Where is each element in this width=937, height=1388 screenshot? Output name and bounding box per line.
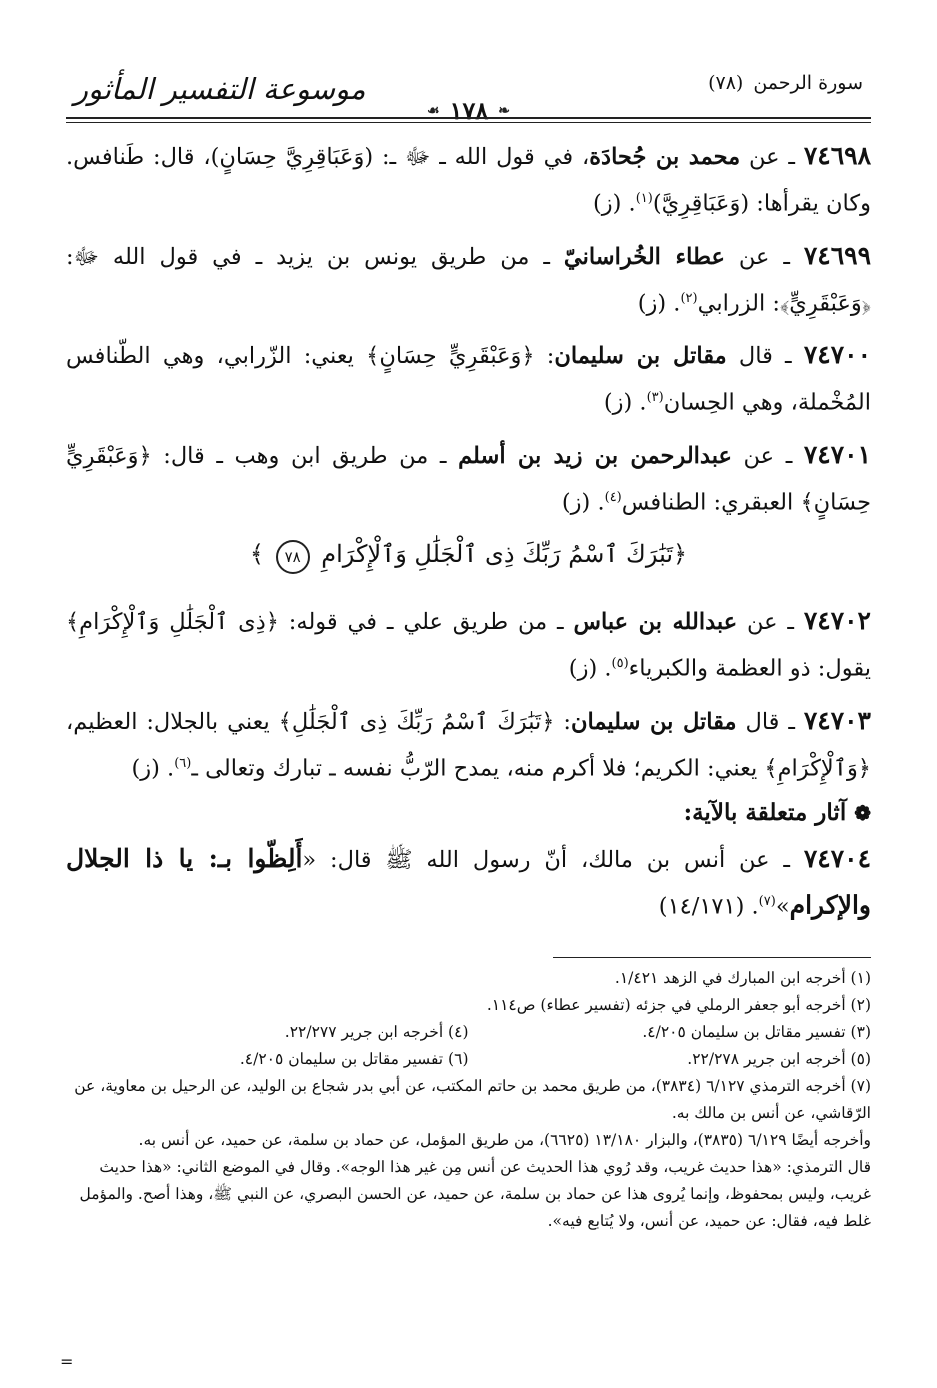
ornament-icon: ❧ bbox=[498, 102, 510, 119]
footnote-row bbox=[66, 1046, 871, 1073]
verse-close-bracket: ﴾ bbox=[249, 540, 264, 568]
entry-text: . (ز) bbox=[592, 190, 636, 217]
entry-text: . (ز) bbox=[131, 755, 175, 781]
entry-number: ٧٤٧٠٠ bbox=[803, 340, 871, 369]
entry-text: » bbox=[775, 893, 790, 920]
entry-74704 bbox=[66, 838, 871, 928]
entry-74701 bbox=[66, 434, 871, 524]
entry-text: : ﴿وَعَبْقَرِيٍّ حِسَانٍ﴾ يعني: الزّرابي، وهي الطّنافس المُخْملة، وهي الحِسان bbox=[66, 343, 871, 416]
entry-text: ـ من طريق علي ـ في قوله: ﴿ذِى ٱلْجَلَٰلِ وَٱلْإِكْرَامِ﴾ يقول: ذو العظمة والكبرياء bbox=[66, 609, 871, 682]
narrator-name: مقاتل بن سليمان bbox=[570, 708, 737, 735]
footnote-ref[interactable]: (٧) bbox=[758, 894, 776, 909]
header-rule bbox=[66, 117, 871, 119]
narrator-name: محمد بن جُحادَة bbox=[589, 144, 741, 170]
surah-label bbox=[708, 72, 863, 94]
continuation-mark: = bbox=[60, 1352, 74, 1371]
entry-text: . (ز) bbox=[561, 489, 605, 515]
main-text-2 bbox=[66, 600, 871, 938]
star-ornament-icon: ❁ bbox=[854, 801, 871, 825]
footnote-ref[interactable]: (٣) bbox=[646, 390, 664, 405]
footnote-1: (١) أخرجه ابن المبارك في الزهد ١/٤٢١. bbox=[614, 969, 871, 987]
header-rule-thin bbox=[66, 122, 871, 123]
entry-text: . (ز) bbox=[637, 290, 681, 316]
page-header bbox=[66, 58, 871, 125]
entry-text: ـ عن bbox=[737, 609, 804, 635]
entry-74699 bbox=[66, 235, 871, 325]
surah-number: (٧٨) bbox=[708, 72, 744, 94]
entry-74703 bbox=[66, 700, 871, 790]
entry-text: . (ز) bbox=[603, 389, 647, 416]
entry-text: ـ عن bbox=[731, 442, 804, 469]
entry-text: ، في قول الله ـ ﷻ ـ: (وَعَبَاقِرِيَّ حِسَانٍ)، قال: طَنافس. وكان يقرأها: (وَعَبَاقِرِيَّ) bbox=[66, 144, 871, 217]
narrator-name: عطاء الخُراسانيّ bbox=[563, 243, 725, 270]
entry-74698 bbox=[66, 135, 871, 225]
footnote-3: (٣) تفسير مقاتل بن سليمان ٤/٢٠٥. bbox=[642, 1023, 871, 1041]
page-number-block bbox=[427, 96, 510, 125]
footnote-ref[interactable]: (٦) bbox=[174, 755, 192, 771]
entry-text: ـ قال bbox=[726, 343, 804, 369]
quran-verse bbox=[66, 540, 871, 574]
entry-number: ٧٤٧٠٣ bbox=[803, 705, 871, 735]
narrator-name: مقاتل بن سليمان bbox=[554, 343, 727, 369]
footnotes bbox=[66, 965, 871, 1235]
verse-text: ﴿تَبَٰرَكَ ٱسْمُ رَبِّكَ ذِى ٱلْجَلَٰلِ وَٱلْإِكْرَامِ bbox=[321, 540, 688, 568]
verse-number-badge: ٧٨ bbox=[276, 540, 310, 574]
surah-name: سورة الرحمن bbox=[753, 72, 863, 94]
page-number: ١٧٨ bbox=[449, 96, 489, 125]
footnote-ref[interactable]: (٥) bbox=[611, 656, 629, 671]
footnote-7: (٧) أخرجه الترمذي ٦/١٢٧ (٣٨٣٤)، من طريق محمد بن حاتم المكتب، عن أبي بدر شجاع بن الوليد، عن الرحيل بن معاوية، عن الرّقاشي، عن أنس بن مالك به. bbox=[74, 1077, 871, 1122]
footnote-ref[interactable]: (٤) bbox=[604, 489, 622, 505]
footnote-6: (٦) تفسير مقاتل بن سليمان ٤/٢٠٥. bbox=[239, 1050, 469, 1068]
narrator-name: عبدالله بن عباس bbox=[573, 609, 738, 635]
entry-text: : ﴿تَبَٰرَكَ ٱسْمُ رَبِّكَ ذِى ٱلْجَلَٰلِ﴾ يعني بالجلال: العظيم، ﴿وَٱلْإِكْرَامِ﴾ يعني: الكريم؛ فلا أكرم منه، يمدح الرّبُّ نفسه ـ تبارك وتعالى ـ bbox=[66, 708, 871, 781]
footnote-ref[interactable]: (٢) bbox=[680, 290, 698, 306]
entry-number: ٧٤٦٩٨ bbox=[803, 141, 871, 170]
entry-number: ٧٤٦٩٩ bbox=[803, 240, 871, 270]
narrator-name: عبدالرحمن بن زيد بن أسلم bbox=[458, 442, 732, 469]
footnote-separator bbox=[553, 957, 871, 958]
entry-number: ٧٤٧٠١ bbox=[803, 439, 872, 469]
footnote-ref[interactable]: (١) bbox=[635, 191, 653, 206]
entry-text: ـ من طريق ابن وهب ـ قال: ﴿وَعَبْقَرِيٍّ حِسَانٍ﴾ العبقري: الطنافس bbox=[66, 442, 871, 515]
entry-text: . (١٤/١٧١) bbox=[658, 893, 759, 920]
entry-number: ٧٤٧٠٤ bbox=[803, 844, 871, 873]
footnote-4: (٤) أخرجه ابن جرير ٢٢/٢٧٧. bbox=[284, 1023, 469, 1041]
footnote-row bbox=[66, 1019, 871, 1046]
entry-text: . (ز) bbox=[568, 655, 612, 682]
entry-text: ـ عن bbox=[724, 243, 804, 270]
entry-text: ـ عن bbox=[740, 144, 804, 170]
entry-74700 bbox=[66, 334, 871, 424]
footnote-7-note: قال الترمذي: «هذا حديث غريب، وقد رُوي هذا الحديث عن أنس مِن غير هذا الوجه». وقال في الموضع الثاني: «هذا حديث غريب، وليس بمحفوظ، وإنما يُروى هذا عن حماد بن سلمة، عن حميد، عن الحسن البصري، عن النبي ﷺ، وهذا أصح. والمؤمل غلط فيه، فقال: عن حميد، عن أنس، ولا يُتابع فيه». bbox=[79, 1158, 871, 1230]
ornament-icon: ☙ bbox=[427, 102, 440, 119]
footnote-2: (٢) أخرجه أبو جعفر الرملي في جزئه (تفسير عطاء) ص١١٤. bbox=[486, 996, 871, 1014]
entry-74702 bbox=[66, 600, 871, 690]
main-text bbox=[66, 135, 871, 533]
entry-number: ٧٤٧٠٢ bbox=[803, 606, 871, 635]
section-heading bbox=[66, 799, 871, 826]
entry-text: ـ قال bbox=[736, 708, 804, 735]
footnote-7-cont: وأخرجه أيضًا ٦/١٢٩ (٣٨٣٥)، والبزار ١٣/١٨٠ (٦٦٢٥)، من طريق المؤمل، عن حماد بن سلمة، عن حميد، عن أنس به. bbox=[138, 1131, 871, 1149]
hadith-text: أَلِظّوا بـ: يا ذا الجلال والإكرام bbox=[66, 844, 871, 920]
section-heading-text: آثار متعلقة بالآية: bbox=[683, 799, 847, 826]
book-title: موسوعة التفسير المأثور bbox=[74, 72, 366, 106]
entry-text: ـ عن أنس بن مالك، أنّ رسول الله ﷺ قال: « bbox=[302, 847, 804, 873]
entry-text: ـ من طريق يونس بن يزيد ـ في قول الله ﷻ: ﴿وَعَبْقَرِيٍّ﴾: الزرابي bbox=[66, 243, 871, 316]
footnote-5: (٥) أخرجه ابن جرير ٢٢/٢٧٨. bbox=[687, 1050, 871, 1068]
